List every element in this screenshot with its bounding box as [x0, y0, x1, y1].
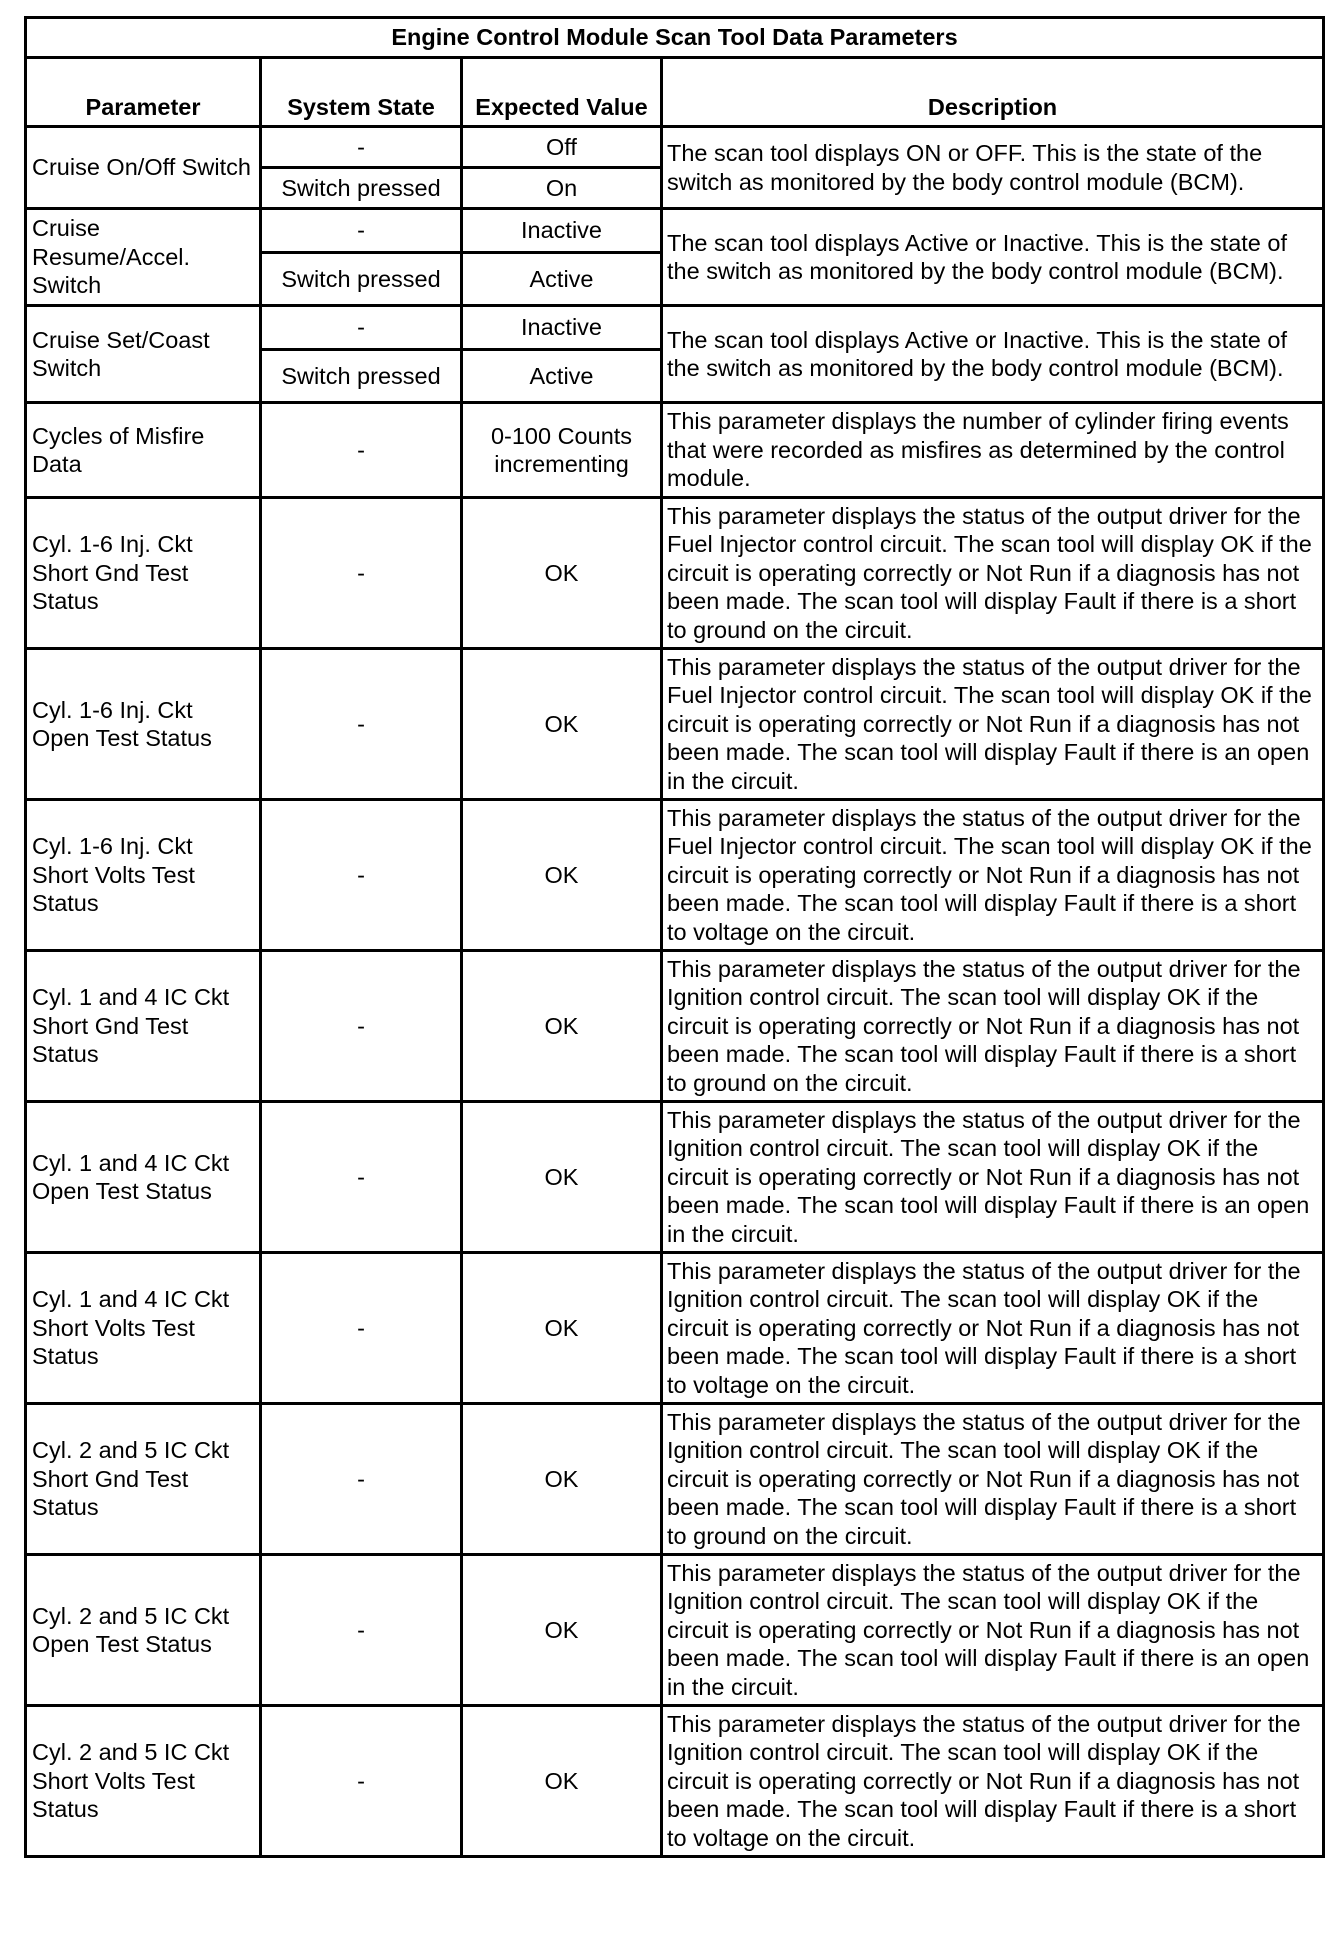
table-row — [26, 1706, 1324, 1857]
system-state-cell: - — [261, 1404, 462, 1555]
expected-value-cell: OK — [462, 1706, 662, 1857]
expected-value-cell: On — [462, 168, 662, 209]
description-cell: This parameter displays the status of the output driver for the Ignition control circuit. The scan tool will display OK if the circuit is operating correctly or Not Run if a diagnosis has not been made. The scan tool will display Fault if there is a short to ground on the circuit. — [662, 1404, 1324, 1555]
parameter-cell: Cruise Set/Coast Switch — [26, 306, 261, 403]
table-row — [26, 800, 1324, 951]
parameter-cell: Cyl. 1 and 4 IC Ckt Short Gnd Test Status — [26, 951, 261, 1102]
table-row — [26, 1102, 1324, 1253]
description-cell: The scan tool displays Active or Inactive. This is the state of the switch as monitored by the body control module (BCM). — [662, 306, 1324, 403]
parameter-cell: Cycles of Misfire Data — [26, 403, 261, 498]
header-description: Description — [662, 58, 1324, 127]
system-state-cell: Switch pressed — [261, 253, 462, 306]
description-cell: The scan tool displays Active or Inactive. This is the state of the switch as monitored by the body control module (BCM). — [662, 209, 1324, 306]
description-cell: This parameter displays the status of the output driver for the Ignition control circuit. The scan tool will display OK if the circuit is operating correctly or Not Run if a diagnosis has not been made. The scan tool will display Fault if there is a short to ground on the circuit. — [662, 951, 1324, 1102]
expected-value-cell: 0-100 Counts incrementing — [462, 403, 662, 498]
system-state-cell: - — [261, 403, 462, 498]
parameter-cell: Cyl. 2 and 5 IC Ckt Open Test Status — [26, 1555, 261, 1706]
table-title: Engine Control Module Scan Tool Data Parameters — [26, 18, 1324, 58]
header-row — [26, 58, 1324, 127]
expected-value-cell: Inactive — [462, 209, 662, 253]
expected-value-cell: OK — [462, 1102, 662, 1253]
expected-value-cell: OK — [462, 1253, 662, 1404]
parameters-table — [24, 16, 1325, 1858]
expected-value-cell: OK — [462, 951, 662, 1102]
header-system-state: System State — [261, 58, 462, 127]
description-cell: This parameter displays the status of the output driver for the Ignition control circuit. The scan tool will display OK if the circuit is operating correctly or Not Run if a diagnosis has not been made. The scan tool will display Fault if there is an open in the circuit. — [662, 1102, 1324, 1253]
system-state-cell: - — [261, 209, 462, 253]
title-row — [26, 18, 1324, 58]
expected-value-cell: Inactive — [462, 306, 662, 350]
table-row — [26, 209, 1324, 253]
system-state-cell: - — [261, 649, 462, 800]
expected-value-cell: OK — [462, 800, 662, 951]
expected-value-cell: Active — [462, 253, 662, 306]
table-row — [26, 1253, 1324, 1404]
parameter-cell: Cyl. 1-6 Inj. Ckt Short Volts Test Status — [26, 800, 261, 951]
parameter-cell: Cruise Resume/Accel. Switch — [26, 209, 261, 306]
expected-value-cell: OK — [462, 1555, 662, 1706]
system-state-cell: - — [261, 1102, 462, 1253]
system-state-cell: - — [261, 306, 462, 350]
description-cell: This parameter displays the status of the output driver for the Ignition control circuit. The scan tool will display OK if the circuit is operating correctly or Not Run if a diagnosis has not been made. The scan tool will display Fault if there is an open in the circuit. — [662, 1555, 1324, 1706]
scan-tool-data-sheet — [24, 16, 1322, 1858]
system-state-cell: - — [261, 1253, 462, 1404]
expected-value-cell: Active — [462, 350, 662, 403]
table-row — [26, 127, 1324, 168]
system-state-cell: - — [261, 127, 462, 168]
parameter-cell: Cyl. 1 and 4 IC Ckt Short Volts Test Status — [26, 1253, 261, 1404]
description-cell: This parameter displays the number of cylinder firing events that were recorded as misfires as determined by the control module. — [662, 403, 1324, 498]
system-state-cell: - — [261, 800, 462, 951]
description-cell: This parameter displays the status of the output driver for the Fuel Injector control circuit. The scan tool will display OK if the circuit is operating correctly or Not Run if a diagnosis has not been made. The scan tool will display Fault if there is a short to ground on the circuit. — [662, 498, 1324, 649]
table-row — [26, 1555, 1324, 1706]
table-row — [26, 498, 1324, 649]
parameter-cell: Cyl. 1 and 4 IC Ckt Open Test Status — [26, 1102, 261, 1253]
table-row — [26, 1404, 1324, 1555]
expected-value-cell: Off — [462, 127, 662, 168]
system-state-cell: - — [261, 1706, 462, 1857]
expected-value-cell: OK — [462, 498, 662, 649]
table-row — [26, 403, 1324, 498]
parameter-cell: Cyl. 2 and 5 IC Ckt Short Volts Test Status — [26, 1706, 261, 1857]
parameter-cell: Cruise On/Off Switch — [26, 127, 261, 209]
table-row — [26, 649, 1324, 800]
parameter-cell: Cyl. 2 and 5 IC Ckt Short Gnd Test Status — [26, 1404, 261, 1555]
description-cell: This parameter displays the status of the output driver for the Ignition control circuit. The scan tool will display OK if the circuit is operating correctly or Not Run if a diagnosis has not been made. The scan tool will display Fault if there is a short to voltage on the circuit. — [662, 1706, 1324, 1857]
description-cell: The scan tool displays ON or OFF. This is the state of the switch as monitored by the body control module (BCM). — [662, 127, 1324, 209]
system-state-cell: - — [261, 1555, 462, 1706]
parameter-cell: Cyl. 1-6 Inj. Ckt Open Test Status — [26, 649, 261, 800]
description-cell: This parameter displays the status of the output driver for the Fuel Injector control circuit. The scan tool will display OK if the circuit is operating correctly or Not Run if a diagnosis has not been made. The scan tool will display Fault if there is a short to voltage on the circuit. — [662, 800, 1324, 951]
system-state-cell: - — [261, 951, 462, 1102]
description-cell: This parameter displays the status of the output driver for the Fuel Injector control circuit. The scan tool will display OK if the circuit is operating correctly or Not Run if a diagnosis has not been made. The scan tool will display Fault if there is an open in the circuit. — [662, 649, 1324, 800]
header-parameter: Parameter — [26, 58, 261, 127]
system-state-cell: Switch pressed — [261, 350, 462, 403]
table-row — [26, 306, 1324, 350]
header-expected-value: Expected Value — [462, 58, 662, 127]
table-row — [26, 951, 1324, 1102]
system-state-cell: Switch pressed — [261, 168, 462, 209]
expected-value-cell: OK — [462, 1404, 662, 1555]
parameter-cell: Cyl. 1-6 Inj. Ckt Short Gnd Test Status — [26, 498, 261, 649]
system-state-cell: - — [261, 498, 462, 649]
description-cell: This parameter displays the status of the output driver for the Ignition control circuit. The scan tool will display OK if the circuit is operating correctly or Not Run if a diagnosis has not been made. The scan tool will display Fault if there is a short to voltage on the circuit. — [662, 1253, 1324, 1404]
expected-value-cell: OK — [462, 649, 662, 800]
